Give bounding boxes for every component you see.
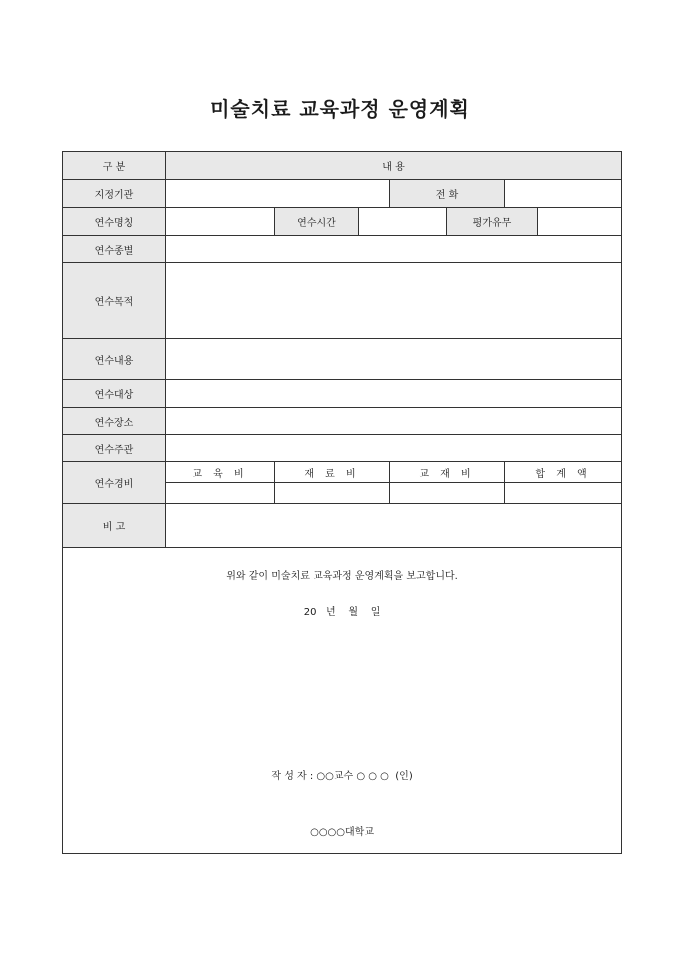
organizer-label: 연수주관 xyxy=(63,435,166,462)
textbook-cost-header: 교 재 비 xyxy=(390,462,505,483)
remarks-row xyxy=(63,504,622,548)
purpose-row xyxy=(63,263,622,339)
course-name-label: 연수명칭 xyxy=(63,208,166,236)
signature-section xyxy=(63,548,622,854)
institution-value[interactable] xyxy=(166,180,390,208)
course-type-value[interactable] xyxy=(166,236,622,263)
hours-label: 연수시간 xyxy=(275,208,359,236)
remarks-label: 비 고 xyxy=(63,504,166,548)
organizer-value[interactable] xyxy=(166,435,622,462)
target-label: 연수대상 xyxy=(63,380,166,408)
document-title: 미술치료 교육과정 운영계획 xyxy=(210,97,470,121)
material-cost-value[interactable] xyxy=(275,483,390,504)
report-date: 20 년 월 일 xyxy=(303,607,381,618)
category-header: 구 분 xyxy=(63,152,166,180)
total-cost-header: 합 계 액 xyxy=(505,462,622,483)
remarks-value[interactable] xyxy=(166,504,622,548)
evaluation-label: 평가유무 xyxy=(447,208,538,236)
place-row xyxy=(63,408,622,435)
header-row xyxy=(63,152,622,180)
target-value[interactable] xyxy=(166,380,622,408)
education-cost-value[interactable] xyxy=(166,483,275,504)
hours-value[interactable] xyxy=(359,208,447,236)
target-row xyxy=(63,380,622,408)
textbook-cost-value[interactable] xyxy=(390,483,505,504)
expense-label: 연수경비 xyxy=(63,462,166,504)
organizer-row xyxy=(63,435,622,462)
expense-header-row xyxy=(63,462,622,483)
evaluation-value[interactable] xyxy=(538,208,622,236)
content-row xyxy=(63,339,622,380)
content-label: 연수내용 xyxy=(63,339,166,380)
signature-row xyxy=(63,548,622,854)
author-signature: 작 성 자 : ○○교수 ○ ○ ○ (인) xyxy=(271,771,413,782)
report-statement: 위와 같이 미술치료 교육과정 운영계획을 보고합니다. xyxy=(226,571,458,582)
purpose-value[interactable] xyxy=(166,263,622,339)
type-row xyxy=(63,236,622,263)
institution-label: 지정기관 xyxy=(63,180,166,208)
content-value[interactable] xyxy=(166,339,622,380)
plan-form-table xyxy=(62,151,622,854)
school-name: ○○○○대학교 xyxy=(310,827,374,838)
place-value[interactable] xyxy=(166,408,622,435)
phone-label: 전 화 xyxy=(390,180,505,208)
name-row xyxy=(63,208,622,236)
material-cost-header: 재 료 비 xyxy=(275,462,390,483)
institution-row xyxy=(63,180,622,208)
content-header: 내 용 xyxy=(166,152,622,180)
purpose-label: 연수목적 xyxy=(63,263,166,339)
total-cost-value[interactable] xyxy=(505,483,622,504)
place-label: 연수장소 xyxy=(63,408,166,435)
education-cost-header: 교 육 비 xyxy=(166,462,275,483)
phone-value[interactable] xyxy=(505,180,622,208)
course-type-label: 연수종별 xyxy=(63,236,166,263)
course-name-value[interactable] xyxy=(166,208,275,236)
